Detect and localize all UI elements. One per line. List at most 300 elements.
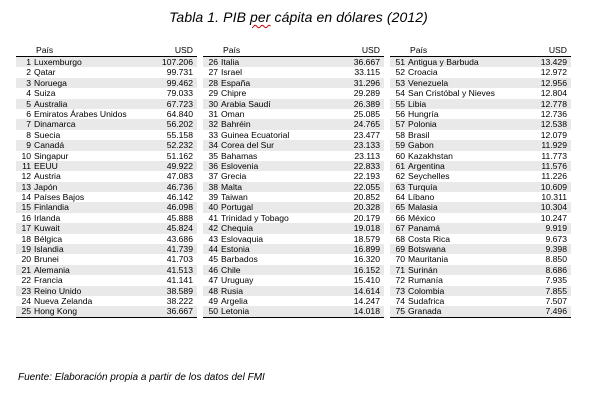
row-rank: 16 — [21, 212, 31, 223]
row-usd: 12.736 — [540, 108, 567, 119]
row-country: Finlandia — [34, 202, 69, 213]
row-country: Nueva Zelanda — [34, 295, 93, 306]
table-row — [16, 161, 197, 171]
row-country: Oman — [221, 108, 245, 119]
table-row — [203, 296, 384, 306]
row-rank: 7 — [26, 119, 31, 130]
row-usd: 23.113 — [354, 150, 380, 161]
table-row — [203, 151, 384, 161]
row-rank: 39 — [208, 192, 218, 203]
title-part-2: cápita en dólares (2012) — [270, 9, 428, 25]
row-usd: 55.158 — [166, 129, 193, 140]
table-row — [203, 109, 384, 119]
row-usd: 36.667 — [353, 57, 380, 67]
row-usd: 7.855 — [545, 285, 567, 296]
row-country: Grecia — [221, 171, 247, 182]
row-usd: 56.202 — [166, 119, 193, 130]
row-country: Portugal — [221, 202, 254, 213]
row-usd: 22.833 — [353, 160, 380, 171]
row-country: Polonia — [408, 119, 437, 130]
table-title — [0, 9, 597, 25]
row-usd: 67.723 — [166, 98, 193, 109]
row-country: Bélgica — [34, 233, 63, 244]
column-header — [16, 42, 197, 57]
row-country: Botswana — [408, 244, 446, 255]
table-row — [203, 119, 384, 129]
table-row — [16, 265, 197, 275]
table-row — [203, 306, 384, 316]
row-country: Croacia — [408, 67, 438, 78]
row-rank: 18 — [21, 233, 31, 244]
row-country: Luxemburgo — [34, 57, 82, 67]
table-row — [390, 275, 571, 285]
row-usd: 64.840 — [166, 108, 193, 119]
table-row — [203, 286, 384, 296]
row-rank: 73 — [395, 285, 405, 296]
table-column-3 — [390, 42, 571, 318]
row-country: Eslovenia — [221, 160, 259, 171]
row-usd: 16.899 — [353, 244, 380, 255]
table-row — [390, 161, 571, 171]
row-rank: 40 — [208, 202, 218, 213]
row-usd: 38.222 — [166, 295, 193, 306]
row-usd: 10.609 — [540, 181, 567, 192]
row-usd: 45.888 — [166, 212, 193, 223]
table-row — [16, 223, 197, 233]
row-usd: 10.304 — [540, 202, 567, 213]
row-country: Brunei — [34, 254, 59, 265]
row-country: Corea del Sur — [221, 140, 275, 151]
row-usd: 43.686 — [166, 233, 193, 244]
row-usd: 14.614 — [353, 285, 380, 296]
row-rank: 20 — [21, 254, 31, 265]
row-country: España — [221, 77, 251, 88]
row-country: Chequia — [221, 223, 254, 234]
row-rank: 28 — [208, 77, 218, 88]
header-country: País — [36, 45, 54, 55]
table-row — [16, 140, 197, 150]
row-usd: 20.328 — [353, 202, 380, 213]
row-country: Países Bajos — [34, 192, 85, 203]
table-row — [203, 130, 384, 140]
row-usd: 26.389 — [353, 98, 380, 109]
row-country: Australia — [34, 98, 68, 109]
table-column-2 — [203, 42, 384, 318]
table-row — [203, 67, 384, 77]
row-usd: 11.773 — [541, 150, 567, 161]
table-row — [203, 78, 384, 88]
table-row — [390, 130, 571, 140]
row-usd: 46.142 — [166, 192, 193, 203]
table-row — [16, 99, 197, 109]
row-country: Italia — [221, 57, 240, 67]
row-country: Japón — [34, 181, 58, 192]
row-usd: 23.133 — [353, 140, 380, 151]
row-country: Venezuela — [408, 77, 449, 88]
row-country: Costa Rica — [408, 233, 451, 244]
row-rank: 55 — [395, 98, 405, 109]
row-usd: 11.576 — [541, 160, 567, 171]
row-country: EEUU — [34, 160, 58, 171]
row-rank: 43 — [208, 233, 218, 244]
table-row — [16, 182, 197, 192]
row-country: Antigua y Barbuda — [408, 57, 479, 67]
row-rank: 68 — [395, 233, 405, 244]
row-rank: 71 — [395, 264, 405, 275]
table-row — [203, 88, 384, 98]
row-rank: 32 — [208, 119, 218, 130]
row-country: Sudafrica — [408, 295, 445, 306]
row-country: Barbados — [221, 254, 258, 265]
row-rank: 21 — [21, 264, 31, 275]
row-country: Francia — [34, 275, 63, 286]
table-row — [203, 140, 384, 150]
row-rank: 27 — [208, 67, 218, 78]
row-country: Canadá — [34, 140, 65, 151]
table-row — [16, 192, 197, 202]
row-usd: 12.804 — [540, 88, 567, 99]
row-usd: 8.686 — [545, 264, 567, 275]
row-country: Rusia — [221, 285, 243, 296]
row-rank: 26 — [208, 57, 218, 67]
row-usd: 11.226 — [541, 171, 567, 182]
table-row — [16, 234, 197, 244]
row-rank: 59 — [395, 140, 405, 151]
row-usd: 23.477 — [353, 129, 380, 140]
table-row — [16, 202, 197, 212]
table-row — [16, 286, 197, 296]
source-note: Fuente: Elaboración propia a partir de los datos del FMI — [18, 372, 265, 383]
row-rank: 41 — [208, 212, 218, 223]
column-body — [16, 57, 197, 318]
header-country: País — [223, 45, 241, 55]
row-country: Singapur — [34, 150, 69, 161]
table-row — [390, 296, 571, 306]
row-rank: 61 — [395, 160, 405, 171]
row-country: Hong Kong — [34, 306, 78, 317]
row-rank: 22 — [21, 275, 31, 286]
row-rank: 44 — [208, 244, 218, 255]
row-country: Kazakhstan — [408, 150, 453, 161]
row-usd: 41.513 — [166, 264, 193, 275]
row-rank: 49 — [208, 295, 218, 306]
row-rank: 38 — [208, 181, 218, 192]
row-rank: 52 — [395, 67, 405, 78]
row-usd: 14.247 — [353, 295, 380, 306]
row-usd: 46.098 — [166, 202, 193, 213]
table-row — [16, 254, 197, 264]
row-usd: 12.956 — [540, 77, 567, 88]
table-row — [203, 234, 384, 244]
row-country: Malasia — [408, 202, 438, 213]
row-usd: 45.824 — [166, 223, 193, 234]
row-usd: 18.579 — [353, 233, 380, 244]
row-usd: 31.296 — [353, 77, 380, 88]
row-country: Taiwan — [221, 192, 248, 203]
column-header — [390, 42, 571, 57]
row-country: Dinamarca — [34, 119, 76, 130]
row-country: Bahréin — [221, 119, 251, 130]
table-row — [203, 223, 384, 233]
row-rank: 50 — [208, 306, 218, 317]
row-rank: 19 — [21, 244, 31, 255]
row-usd: 14.018 — [353, 306, 380, 317]
row-usd: 19.018 — [353, 223, 380, 234]
header-usd: USD — [174, 45, 193, 55]
table-row — [16, 130, 197, 140]
title-part-1: Tabla 1. PIB — [169, 9, 251, 25]
row-usd: 9.673 — [545, 233, 567, 244]
table-row — [203, 275, 384, 285]
table-row — [203, 254, 384, 264]
row-usd: 9.398 — [545, 244, 567, 255]
row-rank: 62 — [395, 171, 405, 182]
table-row — [203, 171, 384, 181]
row-rank: 9 — [26, 140, 31, 151]
row-usd: 16.320 — [353, 254, 380, 265]
row-usd: 7.507 — [545, 295, 567, 306]
table-row — [16, 57, 197, 67]
row-usd: 7.496 — [545, 306, 567, 317]
title-part-per: per — [250, 9, 271, 25]
table-row — [16, 67, 197, 77]
row-usd: 12.778 — [540, 98, 567, 109]
row-rank: 35 — [208, 150, 218, 161]
table-row — [390, 88, 571, 98]
table-row — [390, 57, 571, 67]
row-country: Chipre — [221, 88, 247, 99]
row-country: Turquía — [408, 181, 438, 192]
table-row — [16, 296, 197, 306]
gdp-table — [16, 42, 572, 318]
table-row — [390, 192, 571, 202]
column-body — [203, 57, 384, 318]
row-rank: 30 — [208, 98, 218, 109]
row-usd: 99.462 — [166, 77, 193, 88]
table-row — [16, 171, 197, 181]
table-row — [390, 99, 571, 109]
table-row — [203, 244, 384, 254]
row-usd: 25.085 — [353, 108, 380, 119]
row-usd: 41.141 — [166, 275, 193, 286]
row-usd: 99.731 — [166, 67, 193, 78]
row-rank: 3 — [26, 77, 31, 88]
row-rank: 29 — [208, 88, 218, 99]
row-usd: 29.289 — [353, 88, 380, 99]
row-usd: 10.311 — [541, 192, 567, 203]
row-usd: 38.589 — [166, 285, 193, 296]
row-usd: 12.538 — [540, 119, 567, 130]
row-country: Qatar — [34, 67, 56, 78]
table-column-1 — [16, 42, 197, 318]
row-usd: 51.162 — [166, 150, 193, 161]
table-row — [203, 182, 384, 192]
row-usd: 22.193 — [353, 171, 380, 182]
table-row — [390, 78, 571, 88]
table-row — [16, 109, 197, 119]
header-usd: USD — [361, 45, 380, 55]
row-rank: 10 — [21, 150, 31, 161]
table-row — [16, 213, 197, 223]
row-usd: 7.935 — [545, 275, 567, 286]
row-country: Suecia — [34, 129, 61, 140]
row-rank: 57 — [395, 119, 405, 130]
column-body — [390, 57, 571, 318]
row-country: Austria — [34, 171, 61, 182]
header-usd: USD — [548, 45, 567, 55]
row-rank: 75 — [395, 306, 405, 317]
row-country: México — [408, 212, 436, 223]
row-rank: 56 — [395, 108, 405, 119]
row-rank: 45 — [208, 254, 218, 265]
row-usd: 16.152 — [353, 264, 380, 275]
row-country: Noruega — [34, 77, 67, 88]
table-row — [16, 119, 197, 129]
row-country: Malta — [221, 181, 243, 192]
table-row — [390, 234, 571, 244]
row-country: Eslovaquia — [221, 233, 264, 244]
row-country: Islandia — [34, 244, 64, 255]
row-rank: 46 — [208, 264, 218, 275]
table-row — [203, 99, 384, 109]
row-rank: 47 — [208, 275, 218, 286]
row-country: Surinán — [408, 264, 438, 275]
row-rank: 63 — [395, 181, 405, 192]
row-rank: 65 — [395, 202, 405, 213]
row-usd: 107.206 — [161, 57, 193, 67]
row-country: Arabia Saudí — [221, 98, 271, 109]
row-country: Bahamas — [221, 150, 258, 161]
row-rank: 51 — [395, 57, 405, 67]
row-usd: 33.115 — [354, 67, 380, 78]
row-rank: 54 — [395, 88, 405, 99]
row-country: Líbano — [408, 192, 435, 203]
table-row — [390, 119, 571, 129]
table-row — [390, 244, 571, 254]
row-country: Kuwait — [34, 223, 60, 234]
row-usd: 79.033 — [166, 88, 193, 99]
row-rank: 64 — [395, 192, 405, 203]
row-rank: 66 — [395, 212, 405, 223]
row-rank: 74 — [395, 295, 405, 306]
table-row — [203, 213, 384, 223]
table-row — [390, 182, 571, 192]
table-row — [390, 286, 571, 296]
table-row — [16, 88, 197, 98]
table-row — [203, 202, 384, 212]
row-country: Hungría — [408, 108, 439, 119]
row-usd: 52.232 — [166, 140, 193, 151]
row-country: Uruguay — [221, 275, 254, 286]
table-row — [390, 171, 571, 181]
column-header — [203, 42, 384, 57]
header-country: País — [410, 45, 428, 55]
row-country: Reino Unido — [34, 285, 82, 296]
row-country: Trinidad y Tobago — [221, 212, 289, 223]
row-usd: 9.919 — [545, 223, 567, 234]
row-country: Libia — [408, 98, 427, 109]
table-row — [390, 109, 571, 119]
table-row — [390, 223, 571, 233]
table-row — [203, 265, 384, 275]
row-country: Suiza — [34, 88, 56, 99]
table-row — [16, 78, 197, 88]
row-rank: 6 — [26, 108, 31, 119]
row-rank: 60 — [395, 150, 405, 161]
row-country: Alemania — [34, 264, 70, 275]
row-usd: 41.703 — [166, 254, 193, 265]
row-rank: 15 — [21, 202, 31, 213]
row-rank: 23 — [21, 285, 31, 296]
row-rank: 72 — [395, 275, 405, 286]
row-country: Irlanda — [34, 212, 61, 223]
row-usd: 8.850 — [545, 254, 567, 265]
row-country: Chile — [221, 264, 241, 275]
row-country: Argentina — [408, 160, 445, 171]
row-rank: 37 — [208, 171, 218, 182]
row-usd: 10.247 — [540, 212, 567, 223]
row-rank: 42 — [208, 223, 218, 234]
row-usd: 41.739 — [166, 244, 193, 255]
row-usd: 20.852 — [353, 192, 380, 203]
table-row — [390, 254, 571, 264]
table-row — [203, 57, 384, 67]
table-row — [203, 161, 384, 171]
row-usd: 22.055 — [353, 181, 380, 192]
row-usd: 46.736 — [166, 181, 193, 192]
row-usd: 12.079 — [540, 129, 567, 140]
row-country: Mauritania — [408, 254, 449, 265]
row-country: Gabon — [408, 140, 434, 151]
row-rank: 2 — [26, 67, 31, 78]
row-usd: 36.667 — [166, 306, 193, 317]
row-country: Estonia — [221, 244, 250, 255]
row-rank: 48 — [208, 285, 218, 296]
table-row — [16, 275, 197, 285]
row-rank: 31 — [208, 108, 218, 119]
row-rank: 69 — [395, 244, 405, 255]
table-row — [16, 244, 197, 254]
row-rank: 36 — [208, 160, 218, 171]
row-country: Seychelles — [408, 171, 450, 182]
row-rank: 17 — [21, 223, 31, 234]
row-rank: 58 — [395, 129, 405, 140]
row-rank: 25 — [21, 306, 31, 317]
row-country: Rumanía — [408, 275, 443, 286]
row-rank: 33 — [208, 129, 218, 140]
row-rank: 8 — [26, 129, 31, 140]
row-usd: 49.922 — [166, 160, 193, 171]
row-country: San Cristóbal y Nieves — [408, 88, 495, 99]
row-rank: 70 — [395, 254, 405, 265]
row-country: Israel — [221, 67, 243, 78]
row-usd: 12.972 — [540, 67, 567, 78]
row-usd: 11.929 — [541, 140, 567, 151]
row-country: Brasil — [408, 129, 430, 140]
table-row — [390, 213, 571, 223]
table-row — [390, 306, 571, 316]
row-country: Emiratos Árabes Unidos — [34, 108, 127, 119]
row-usd: 13.429 — [540, 57, 567, 67]
row-rank: 14 — [21, 192, 31, 203]
row-rank: 1 — [26, 57, 31, 67]
row-usd: 47.083 — [166, 171, 193, 182]
row-country: Panamá — [408, 223, 441, 234]
table-row — [16, 306, 197, 316]
row-rank: 67 — [395, 223, 405, 234]
row-rank: 24 — [21, 295, 31, 306]
table-row — [16, 151, 197, 161]
